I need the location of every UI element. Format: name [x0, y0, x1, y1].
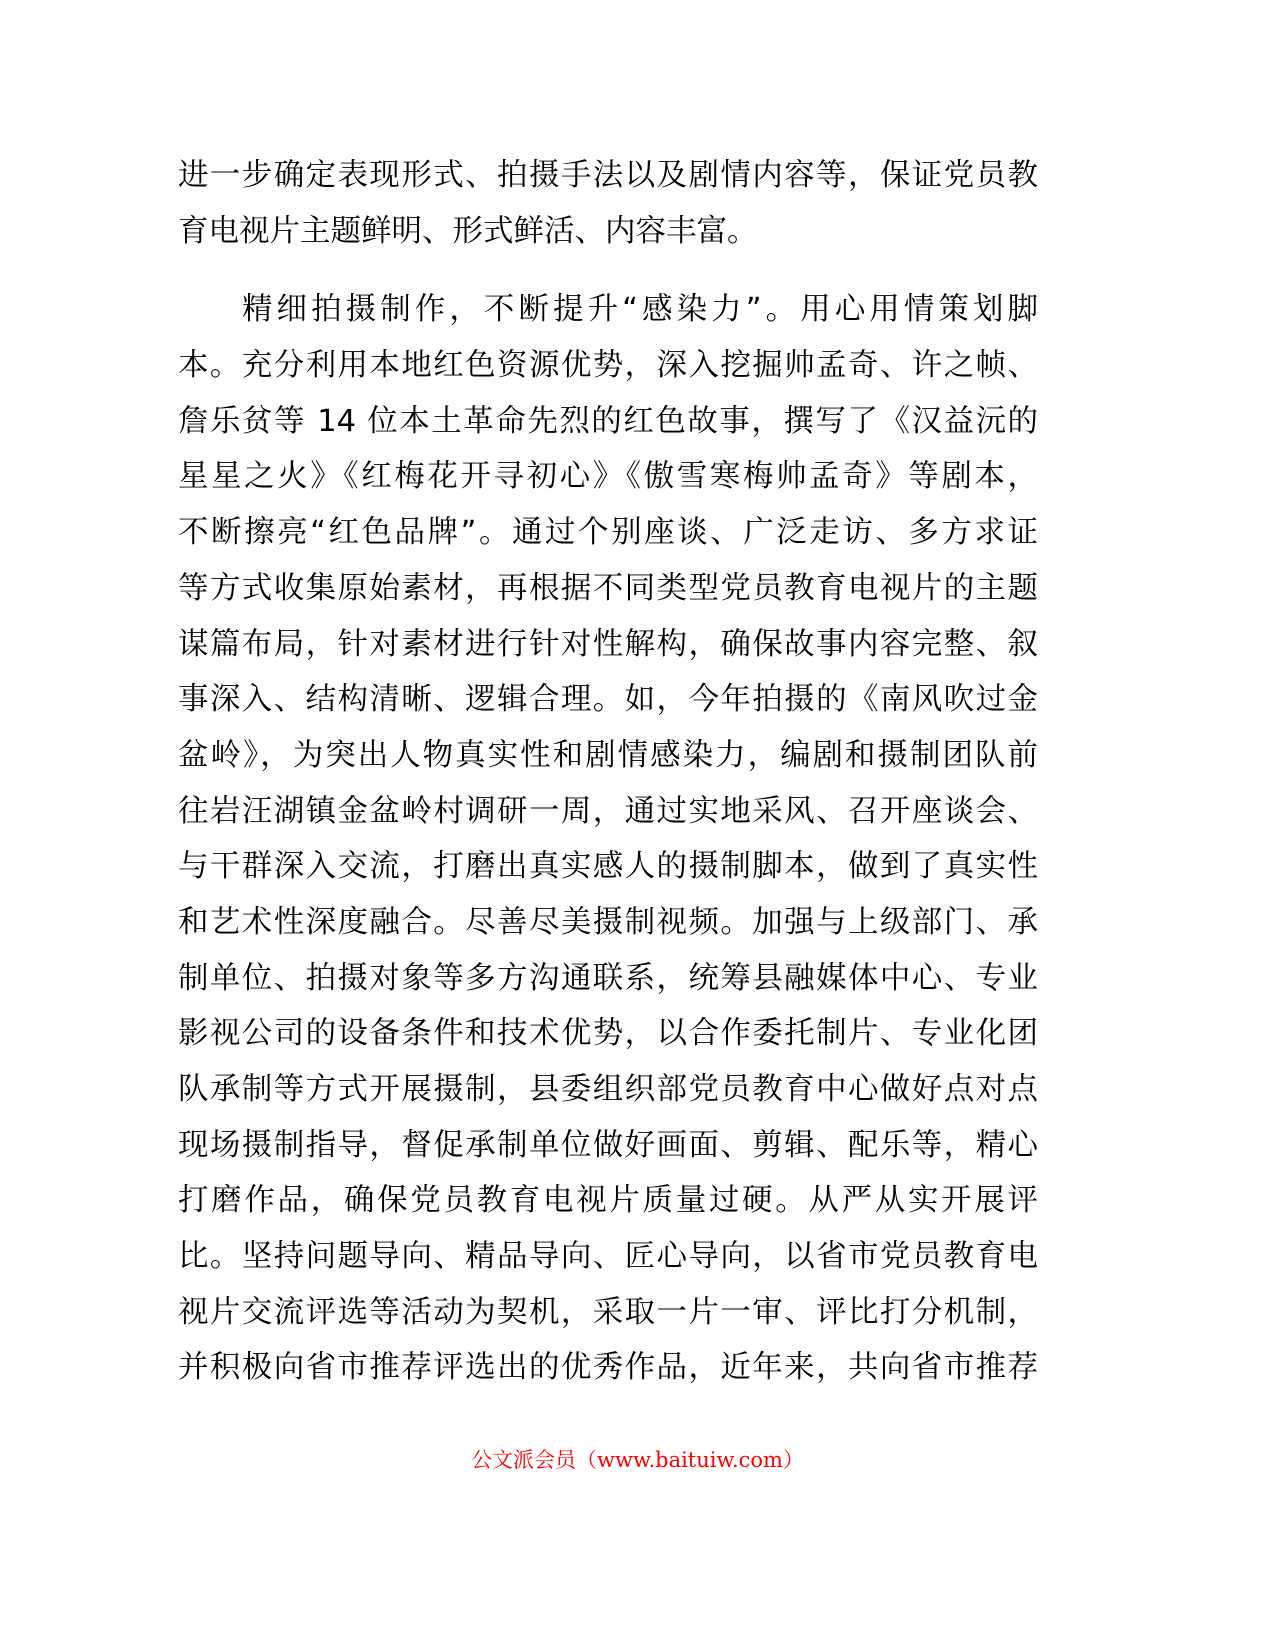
paragraph-2-line-4: 星星之火》《红梅花开寻初心》《傲雪寒梅帅孟奇》等剧本， [178, 459, 1038, 495]
paragraph-2-line-17: 打磨作品，确保党员教育电视片质量过硬。从严从实开展评 [178, 1183, 1038, 1219]
paragraph-2-line-18: 比。坚持问题导向、精品导向、匠心导向，以省市党员教育电 [178, 1239, 1038, 1275]
paragraph-2-line-20: 并积极向省市推荐评选出的优秀作品，近年来，共向省市推荐 [178, 1350, 1038, 1386]
paragraph-2-line-5: 不断擦亮“红色品牌”。通过个别座谈、广泛走访、多方求证 [178, 515, 1038, 551]
paragraph-2-line-12: 和艺术性深度融合。尽善尽美摄制视频。加强与上级部门、承 [178, 904, 1038, 940]
paragraph-2-line-2: 本。充分利用本地红色资源优势，深入挖掘帅孟奇、许之帧、 [178, 348, 1038, 384]
paragraph-1 [178, 148, 1038, 259]
paragraph-2-line-15: 队承制等方式开展摄制，县委组织部党员教育中心做好点对点 [178, 1072, 1038, 1107]
paragraph-2-line-16: 现场摄制指导，督促承制单位做好画面、剪辑、配乐等，精心 [178, 1127, 1038, 1163]
footer-watermark-text: 公文派会员（www.baituiw.com） [471, 1448, 804, 1472]
paragraph-1-line-1: 进一步确定表现形式、拍摄手法以及剧情内容等，保证党员教 [178, 158, 1038, 193]
paragraph-2-line-9: 盆岭》，为突出人物真实性和剧情感染力，编剧和摄制团队前 [178, 737, 1038, 773]
paragraph-2-line-11: 与干群深入交流，打磨出真实感人的摄制脚本，做到了真实性 [178, 849, 1038, 885]
paragraph-2-line-7: 谋篇布局，针对素材进行针对性解构，确保故事内容完整、叙 [178, 626, 1038, 662]
paragraph-2-line-13: 制单位、拍摄对象等多方沟通联系，统筹县融媒体中心、专业 [178, 960, 1038, 996]
paragraph-2-line-6: 等方式收集原始素材，再根据不同类型党员教育电视片的主题 [178, 570, 1038, 606]
paragraph-2-line-8: 事深入、结构清晰、逻辑合理。如，今年拍摄的《南风吹过金 [178, 682, 1038, 718]
paragraph-2-line-19: 视片交流评选等活动为契机，采取一片一审、评比打分机制， [178, 1294, 1038, 1330]
paragraph-2 [178, 282, 1038, 1396]
paragraph-2-line-14: 影视公司的设备条件和技术优势，以合作委托制片、专业化团 [178, 1016, 1038, 1052]
paragraph-2-line-1: 精细拍摄制作，不断提升“感染力”。用心用情策划脚 [242, 292, 1038, 328]
body-text [178, 148, 1038, 1396]
paragraph-spacing [178, 259, 1038, 282]
paragraph-2-line-10: 往岩汪湖镇金盆岭村调研一周，通过实地采风、召开座谈会、 [178, 793, 1038, 829]
paragraph-2-line-3: 詹乐贫等 14 位本土革命先烈的红色故事，撰写了《汉益沅的 [178, 403, 1038, 439]
paragraph-1-line-2: 育电视片主题鲜明、形式鲜活、内容丰富。 [178, 213, 758, 249]
